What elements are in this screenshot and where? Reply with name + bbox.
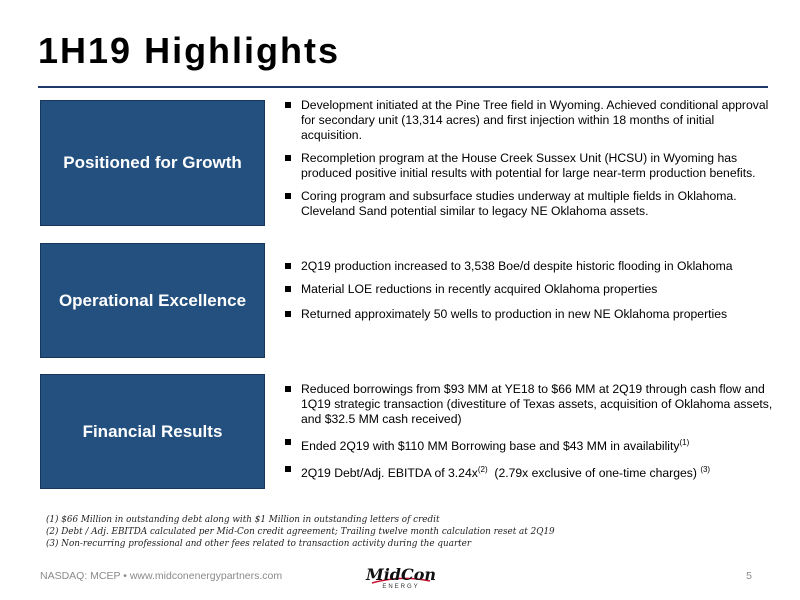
footnote: (3) Non-recurring professional and other fees related to transaction activity during the quarter bbox=[46, 539, 472, 549]
footnote: (1) $66 Million in outstanding debt along with $1 Million in outstanding letters of credit bbox=[46, 515, 440, 525]
bullet-item: Development initiated at the Pine Tree field in Wyoming. Achieved conditional approval for secondary unit (13,314 acres) and first injection within 18 months of initial acquisition. bbox=[285, 98, 775, 143]
bullet-item bbox=[285, 462, 775, 481]
bullet-list-financial bbox=[285, 382, 775, 489]
footnote: (2) Debt / Adj. EBITDA calculated per Mid-Con credit agreement; Trailing twelve month calculation reset at 2Q19 bbox=[46, 527, 555, 537]
section-box-financial bbox=[40, 374, 265, 489]
section-label-operational: Operational Excellence bbox=[58, 290, 247, 310]
footnote-ref: (2) bbox=[477, 465, 488, 475]
bullet-item: Recompletion program at the House Creek Sussex Unit (HCSU) in Wyoming has produced positive initial results with potential for large near-term production benefits. bbox=[285, 151, 775, 181]
midcon-logo bbox=[366, 563, 436, 597]
section-box-growth bbox=[40, 100, 265, 226]
bullet-item: Returned approximately 50 wells to production in new NE Oklahoma properties bbox=[285, 307, 775, 322]
footnote-ref: (3) bbox=[700, 465, 711, 475]
bullet-item bbox=[285, 382, 775, 427]
bullet-item: 2Q19 production increased to 3,538 Boe/d despite historic flooding in Oklahoma bbox=[285, 259, 775, 274]
section-box-operational bbox=[40, 243, 265, 358]
bullet-text: Ended 2Q19 with $110 MM Borrowing base and $43 MM in availability bbox=[301, 439, 680, 454]
section-label-growth: Positioned for Growth bbox=[63, 153, 242, 172]
section-label-financial: Financial Results bbox=[82, 421, 223, 441]
page-number: 5 bbox=[746, 570, 752, 582]
bullet-text: 2Q19 Debt/Adj. EBITDA of 3.24x bbox=[301, 466, 478, 481]
bullet-item: Coring program and subsurface studies underway at multiple fields in Oklahoma. Cleveland Sand potential similar to legacy NE Oklahoma assets. bbox=[285, 189, 775, 219]
title-divider bbox=[38, 86, 768, 88]
bullet-item: Material LOE reductions in recently acquired Oklahoma properties bbox=[285, 282, 775, 297]
bullet-text: Reduced borrowings from $93 MM at YE18 to $66 MM at 2Q19 through cash flow and 1Q19 strategic transaction (divestiture of Texas assets, acquisition of Oklahoma assets, and $32.5 MM cash received) bbox=[301, 382, 773, 426]
footnote-ref: (1) bbox=[679, 438, 690, 447]
bullet-list-operational bbox=[285, 259, 775, 330]
footnotes bbox=[46, 514, 646, 550]
bullet-item bbox=[285, 435, 775, 454]
footer-text: NASDAQ: MCEP • www.midconenergypartners.com bbox=[40, 570, 283, 582]
logo-subtext: ENERGY bbox=[382, 584, 420, 590]
logo-text: MidCon bbox=[366, 565, 437, 584]
page-title: 1H19 Highlights bbox=[38, 30, 341, 71]
bullet-text: (2.79x exclusive of one-time charges) bbox=[487, 466, 701, 481]
bullet-list-growth bbox=[285, 98, 775, 227]
